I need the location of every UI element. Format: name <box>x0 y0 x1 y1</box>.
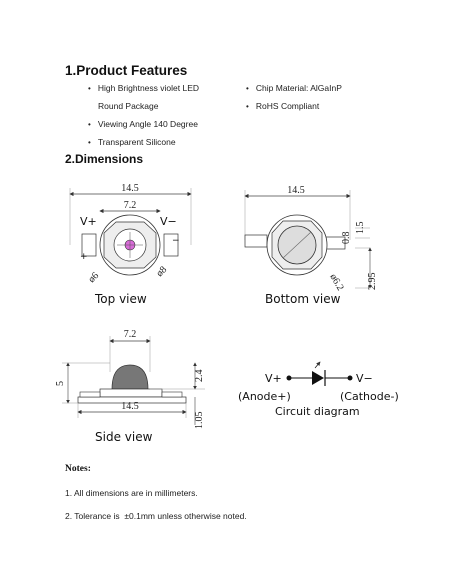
feature-text: Chip Material: AlGaInP <box>255 83 342 93</box>
top-view-drawing <box>70 183 191 306</box>
feature-text: High Brightness violet LED <box>97 83 200 93</box>
plus-sign: + <box>80 252 88 262</box>
bullet-icon: • <box>88 120 91 129</box>
side-height-label: 5 <box>55 381 66 386</box>
side-view-caption: Side view <box>95 430 153 444</box>
notes-heading: Notes: <box>65 464 91 474</box>
feature-text: Transparent Silicone <box>97 137 176 147</box>
top-inner-label: 7.2 <box>123 200 137 211</box>
dimensions-heading: 2.Dimensions <box>65 152 144 166</box>
cathode-terminal-icon <box>348 376 353 381</box>
bullet-icon: • <box>88 138 91 147</box>
top-width-label: 14.5 <box>121 183 139 194</box>
bottom-d4-label: ø6.2 <box>327 272 346 293</box>
side-view-drawing <box>55 329 205 444</box>
bottom-width-label: 14.5 <box>287 185 305 196</box>
silicone-dome <box>112 365 148 389</box>
feature-text: Viewing Angle 140 Degree <box>97 119 198 129</box>
bottom-view-caption: Bottom view <box>265 292 341 306</box>
note-item: 2. Tolerance is ±0.1mm unless otherwise noted. <box>65 511 247 521</box>
top-vplus-label: V+ <box>80 215 97 228</box>
top-hole1-label: ø6 <box>86 270 102 286</box>
bullet-icon: • <box>88 84 91 93</box>
circuit-vminus-label: V− <box>356 372 373 385</box>
circuit-vplus-label: V+ <box>265 372 282 385</box>
circuit-diagram <box>238 362 399 418</box>
bullet-icon: • <box>246 102 249 111</box>
feature-text: Round Package <box>98 101 159 111</box>
bottom-view-drawing <box>245 185 378 306</box>
note-item: 1. All dimensions are in millimeters. <box>65 488 198 498</box>
top-hole2-label: ø8 <box>154 264 170 280</box>
diode-icon <box>312 371 324 385</box>
features-heading: 1.Product Features <box>65 63 188 78</box>
circuit-caption: Circuit diagram <box>275 405 360 418</box>
feature-text: RoHS Compliant <box>255 101 320 111</box>
bottom-d3-label: 2.95 <box>367 272 378 290</box>
top-vminus-label: V− <box>160 215 177 228</box>
bottom-d2-label: 1.5 <box>355 221 366 234</box>
side-base-label: 1.05 <box>194 411 205 429</box>
light-emission-icon <box>315 362 320 368</box>
bottom-d1-label: 0.8 <box>341 231 352 244</box>
side-top-label: 7.2 <box>123 329 137 340</box>
side-dome-label: 2.4 <box>194 369 205 382</box>
minus-sign: − <box>172 236 180 246</box>
side-width-label: 14.5 <box>121 401 139 412</box>
cathode-label: (Cathode-) <box>340 390 399 403</box>
bullet-icon: • <box>246 84 249 93</box>
anode-label: (Anode+) <box>238 390 291 403</box>
top-view-caption: Top view <box>95 292 147 306</box>
